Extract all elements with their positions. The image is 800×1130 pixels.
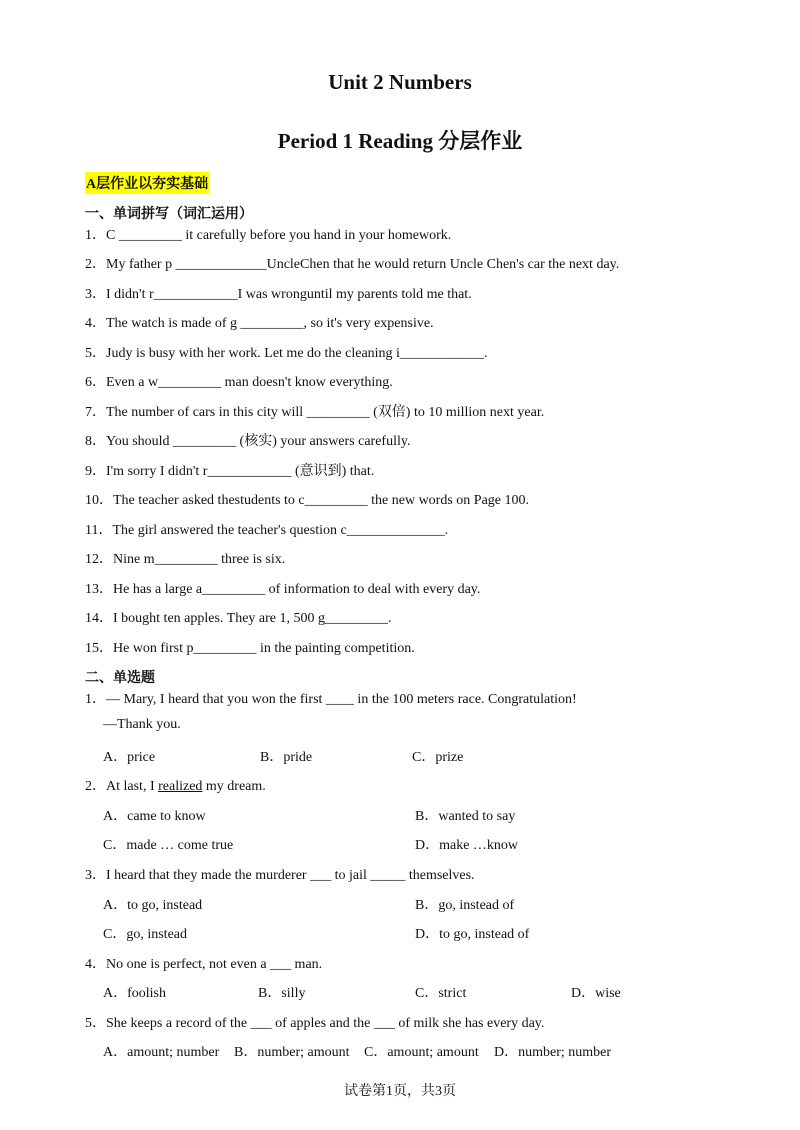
vocab-item: 13．He has a large a_________ of information to deal with every day. [85,582,481,597]
question-2-stem-after: my dream. [202,779,266,794]
question-2-option-d[interactable]: D．make …know [415,838,519,853]
question-5-option-d[interactable]: D．number; number [494,1045,612,1060]
vocab-item: 11．The girl answered the teacher's question c______________. [85,523,449,538]
vocab-item: 6．Even a w_________ man doesn't know everything. [85,375,393,390]
question-4-option-b[interactable]: B．silly [258,986,306,1001]
question-1-option-b[interactable]: B．pride [260,750,313,765]
question-3-option-d[interactable]: D．to go, instead of [415,927,530,942]
question-3-option-a[interactable]: A．to go, instead [103,898,203,913]
vocab-item: 14．I bought ten apples. They are 1, 500 g_________. [85,611,392,626]
question-5-option-a[interactable]: A．amount; number [103,1045,220,1060]
vocab-item: 3．I didn't r____________I was wronguntil my parents told me that. [85,287,472,302]
question-3-stem: 3．I heard that they made the murderer ___ to jail _____ themselves. [85,868,475,883]
question-2-option-b[interactable]: B．wanted to say [415,809,516,824]
vocab-item: 9．I'm sorry I didn't r____________ (意识到) that. [85,464,375,479]
vocab-item: 1．C _________ it carefully before you hand in your homework. [85,228,452,243]
question-4-stem: 4．No one is perfect, not even a ___ man. [85,957,323,972]
vocab-item: 15．He won first p_________ in the painting competition. [85,641,415,656]
vocab-item: 8．You should _________ (核实) your answers carefully. [85,434,411,449]
question-5-option-b[interactable]: B．number; amount [234,1045,350,1060]
question-5-option-c[interactable]: C．amount; amount [364,1045,479,1060]
question-4-option-a[interactable]: A．foolish [103,986,166,1001]
vocab-item: 2．My father p _____________UncleChen that he would return Uncle Chen's car the next day. [85,257,620,272]
vocab-item: 12．Nine m_________ three is six. [85,552,286,567]
page-footer: 试卷第1页，共3页 [344,1084,456,1099]
vocab-item: 5．Judy is busy with her work. Let me do the cleaning i____________. [85,346,488,361]
vocab-item: 7．The number of cars in this city will _________ (双倍) to 10 million next year. [85,405,545,420]
document-title: Unit 2 Numbers [328,70,472,94]
question-2-option-c[interactable]: C．made … come true [103,838,234,853]
section1-heading: 一、单词拼写（词汇运用） [85,207,253,222]
question-1-stem: 1．— Mary, I heard that you won the first ____ in the 100 meters race. Congratulation! [85,692,577,707]
question-4-option-c[interactable]: C．strict [415,986,467,1001]
question-2-stem [85,775,266,795]
question-1-option-a[interactable]: A．price [103,750,156,765]
vocab-item: 10．The teacher asked thestudents to c_________ the new words on Page 100. [85,493,530,508]
vocab-item: 4．The watch is made of g _________, so it's very expensive. [85,316,434,331]
question-1-reply: —Thank you. [103,717,181,732]
question-2-option-a[interactable]: A．came to know [103,809,206,824]
level-label: A层作业以夯实基础 [85,172,209,194]
section2-heading: 二、单选题 [85,671,155,686]
question-5-stem: 5．She keeps a record of the ___ of apples and the ___ of milk she has every day. [85,1016,545,1031]
question-3-option-b[interactable]: B．go, instead of [415,898,515,913]
question-4-option-d[interactable]: D．wise [571,986,621,1001]
document-subtitle: Period 1 Reading 分层作业 [277,129,523,153]
question-1-option-c[interactable]: C．prize [412,750,464,765]
question-3-option-c[interactable]: C．go, instead [103,927,187,942]
question-2-underlined-word: realized [158,779,203,794]
question-2-stem-before: 2．At last, I [85,779,159,794]
